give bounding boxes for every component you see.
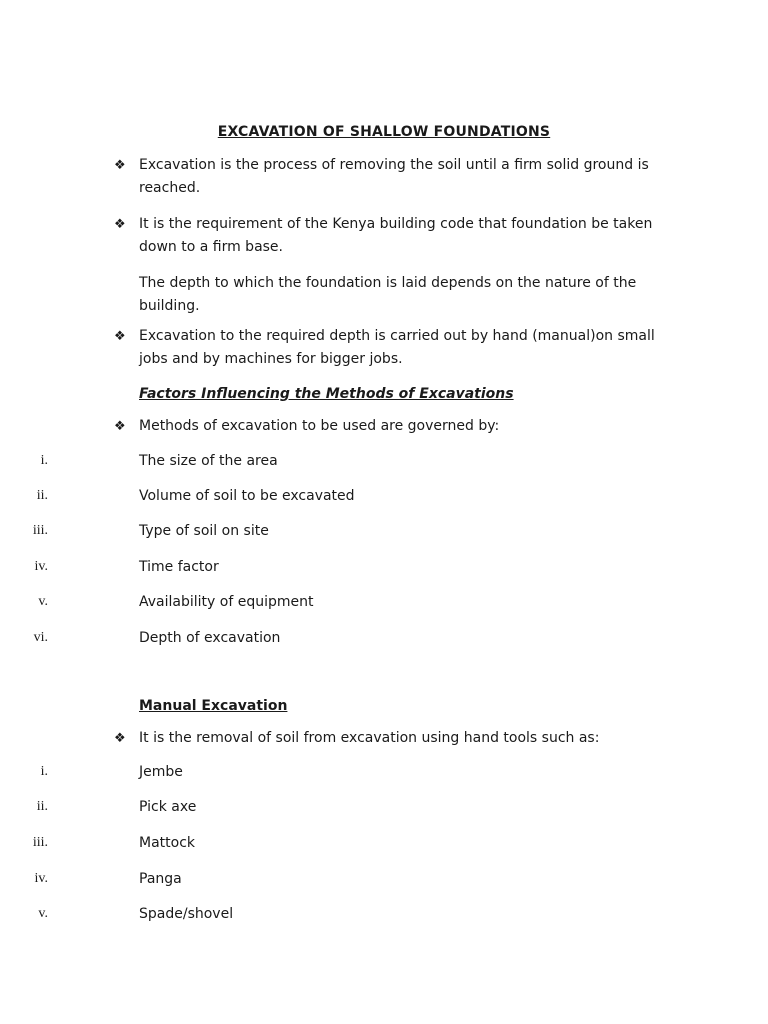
list-number: ii. <box>36 799 48 814</box>
list-number: iii. <box>32 835 48 850</box>
list-text: Type of soil on site <box>139 523 269 539</box>
list-text: The size of the area <box>139 453 278 469</box>
list-number: v. <box>38 906 48 921</box>
diamond-bullet-icon: ❖ <box>114 731 126 746</box>
list-item <box>0 559 700 581</box>
bullet-item <box>114 415 674 438</box>
list-text: Mattock <box>139 835 196 851</box>
list-item <box>0 594 700 616</box>
section-heading-factors: Factors Influencing the Methods of Excavations <box>139 386 514 402</box>
diamond-bullet-icon: ❖ <box>114 419 126 434</box>
diamond-bullet-icon: ❖ <box>114 329 126 344</box>
list-item <box>0 488 700 510</box>
list-text: Depth of excavation <box>139 630 281 646</box>
list-text: Volume of soil to be excavated <box>139 488 355 504</box>
list-number: v. <box>38 594 48 609</box>
bullet-text: Excavation is the process of removing the soil until a firm solid ground is reached. <box>139 157 649 196</box>
bullet-item <box>114 154 674 200</box>
paragraph: The depth to which the foundation is laid depends on the nature of the building. <box>139 275 637 314</box>
list-item <box>0 764 700 786</box>
bullet-text: Methods of excavation to be used are governed by: <box>139 418 500 434</box>
list-text: Jembe <box>139 764 183 780</box>
bullet-item <box>114 213 674 259</box>
section-heading-manual: Manual Excavation <box>139 698 288 714</box>
list-item <box>0 871 700 893</box>
bullet-item <box>114 325 674 371</box>
bullet-text: Excavation to the required depth is carried out by hand (manual)on small jobs and by machines for bigger jobs. <box>139 328 655 367</box>
list-number: iv. <box>34 559 48 574</box>
list-item <box>0 630 700 652</box>
bullet-text: It is the removal of soil from excavation using hand tools such as: <box>139 730 600 746</box>
list-text: Time factor <box>139 559 219 575</box>
page-title: EXCAVATION OF SHALLOW FOUNDATIONS <box>217 124 551 140</box>
list-number: vi. <box>33 630 48 645</box>
list-text: Pick axe <box>139 799 197 815</box>
diamond-bullet-icon: ❖ <box>114 217 126 232</box>
list-number: ii. <box>36 488 48 503</box>
list-number: i. <box>40 453 48 468</box>
list-item <box>0 523 700 545</box>
list-item <box>0 835 700 857</box>
list-number: iii. <box>32 523 48 538</box>
bullet-text: It is the requirement of the Kenya building code that foundation be taken down to a firm base. <box>139 216 653 255</box>
bullet-item <box>114 727 674 750</box>
list-text: Spade/shovel <box>139 906 234 922</box>
diamond-bullet-icon: ❖ <box>114 158 126 173</box>
list-text: Panga <box>139 871 182 887</box>
list-number: iv. <box>34 871 48 886</box>
list-number: i. <box>40 764 48 779</box>
list-text: Availability of equipment <box>139 594 314 610</box>
list-item <box>0 906 700 928</box>
list-item <box>0 453 700 475</box>
list-item <box>0 799 700 821</box>
